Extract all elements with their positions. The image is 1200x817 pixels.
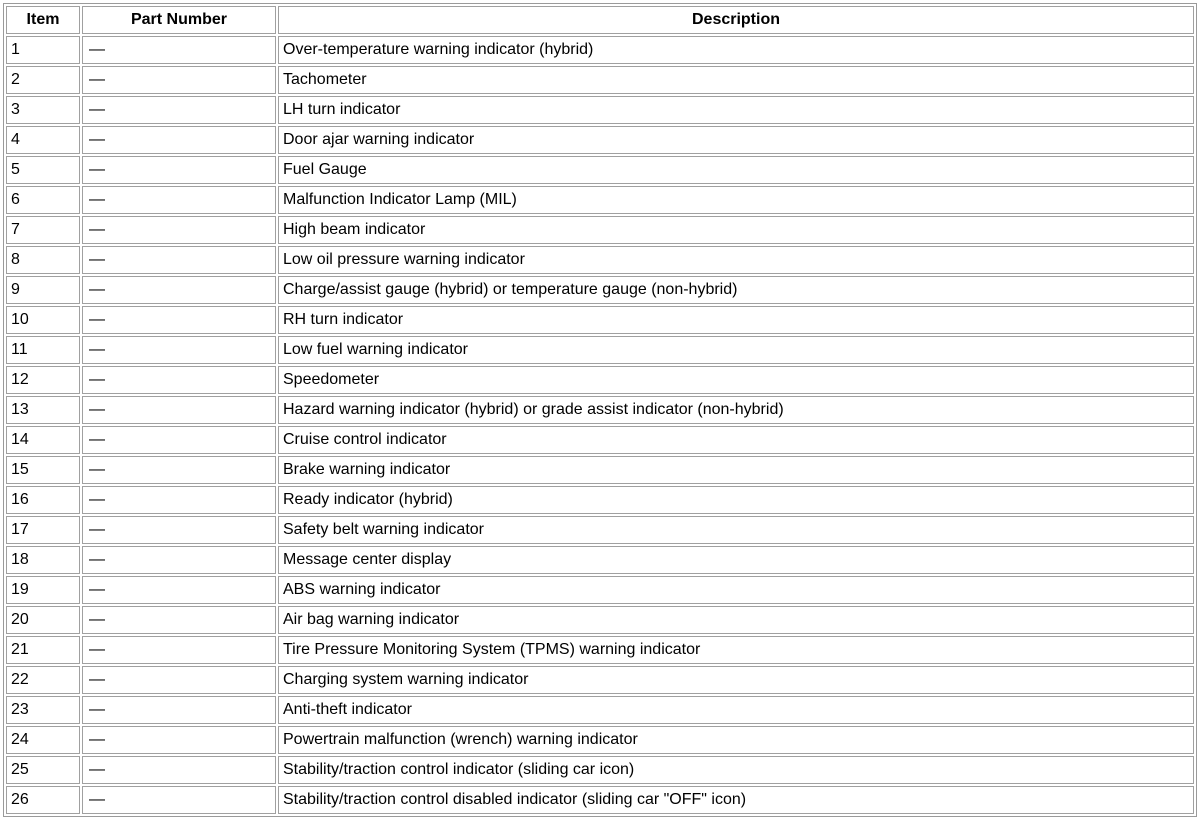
cell-item: 17 xyxy=(6,516,80,544)
cell-part-number: — xyxy=(82,216,276,244)
table-row xyxy=(6,66,1194,94)
cell-item: 19 xyxy=(6,576,80,604)
cell-description: Tachometer xyxy=(278,66,1194,94)
cell-item: 10 xyxy=(6,306,80,334)
cell-part-number: — xyxy=(82,426,276,454)
table-row xyxy=(6,216,1194,244)
cell-item: 16 xyxy=(6,486,80,514)
cell-part-number: — xyxy=(82,366,276,394)
parts-table xyxy=(3,3,1197,817)
cell-description: ABS warning indicator xyxy=(278,576,1194,604)
cell-description: Malfunction Indicator Lamp (MIL) xyxy=(278,186,1194,214)
cell-part-number: — xyxy=(82,36,276,64)
cell-item: 24 xyxy=(6,726,80,754)
table-row xyxy=(6,276,1194,304)
cell-part-number: — xyxy=(82,666,276,694)
cell-item: 2 xyxy=(6,66,80,94)
cell-description: Cruise control indicator xyxy=(278,426,1194,454)
cell-item: 9 xyxy=(6,276,80,304)
cell-description: Hazard warning indicator (hybrid) or grade assist indicator (non-hybrid) xyxy=(278,396,1194,424)
header-item: Item xyxy=(6,6,80,34)
table-header-row xyxy=(6,6,1194,34)
table-row xyxy=(6,186,1194,214)
cell-part-number: — xyxy=(82,186,276,214)
cell-part-number: — xyxy=(82,66,276,94)
cell-item: 7 xyxy=(6,216,80,244)
cell-description: Message center display xyxy=(278,546,1194,574)
cell-description: Door ajar warning indicator xyxy=(278,126,1194,154)
cell-part-number: — xyxy=(82,726,276,754)
cell-description: Safety belt warning indicator xyxy=(278,516,1194,544)
cell-item: 11 xyxy=(6,336,80,364)
cell-item: 3 xyxy=(6,96,80,124)
table-row xyxy=(6,396,1194,424)
cell-description: High beam indicator xyxy=(278,216,1194,244)
table-row xyxy=(6,486,1194,514)
cell-description: Brake warning indicator xyxy=(278,456,1194,484)
table-row xyxy=(6,426,1194,454)
cell-item: 25 xyxy=(6,756,80,784)
cell-part-number: — xyxy=(82,696,276,724)
table-row xyxy=(6,366,1194,394)
cell-item: 15 xyxy=(6,456,80,484)
cell-description: Low oil pressure warning indicator xyxy=(278,246,1194,274)
cell-part-number: — xyxy=(82,96,276,124)
cell-part-number: — xyxy=(82,306,276,334)
table-row xyxy=(6,546,1194,574)
cell-item: 8 xyxy=(6,246,80,274)
cell-part-number: — xyxy=(82,756,276,784)
table-row xyxy=(6,516,1194,544)
cell-description: Fuel Gauge xyxy=(278,156,1194,184)
cell-item: 26 xyxy=(6,786,80,814)
cell-part-number: — xyxy=(82,276,276,304)
cell-part-number: — xyxy=(82,396,276,424)
table-row xyxy=(6,666,1194,694)
cell-description: Stability/traction control indicator (sliding car icon) xyxy=(278,756,1194,784)
cell-part-number: — xyxy=(82,786,276,814)
cell-item: 23 xyxy=(6,696,80,724)
cell-part-number: — xyxy=(82,516,276,544)
cell-part-number: — xyxy=(82,246,276,274)
header-description: Description xyxy=(278,6,1194,34)
table-row xyxy=(6,756,1194,784)
cell-description: Low fuel warning indicator xyxy=(278,336,1194,364)
cell-description: RH turn indicator xyxy=(278,306,1194,334)
cell-part-number: — xyxy=(82,486,276,514)
table-row xyxy=(6,306,1194,334)
cell-part-number: — xyxy=(82,636,276,664)
cell-item: 22 xyxy=(6,666,80,694)
cell-item: 5 xyxy=(6,156,80,184)
cell-part-number: — xyxy=(82,606,276,634)
header-part-number: Part Number xyxy=(82,6,276,34)
table-row xyxy=(6,576,1194,604)
cell-item: 6 xyxy=(6,186,80,214)
table-row xyxy=(6,786,1194,814)
table-row xyxy=(6,156,1194,184)
cell-description: Air bag warning indicator xyxy=(278,606,1194,634)
table-row xyxy=(6,606,1194,634)
table-row xyxy=(6,336,1194,364)
cell-description: LH turn indicator xyxy=(278,96,1194,124)
table-row xyxy=(6,96,1194,124)
cell-part-number: — xyxy=(82,546,276,574)
cell-description: Over-temperature warning indicator (hybrid) xyxy=(278,36,1194,64)
table-row xyxy=(6,696,1194,724)
cell-item: 20 xyxy=(6,606,80,634)
table-row xyxy=(6,36,1194,64)
table-row xyxy=(6,126,1194,154)
cell-item: 14 xyxy=(6,426,80,454)
cell-item: 12 xyxy=(6,366,80,394)
table-row xyxy=(6,636,1194,664)
cell-part-number: — xyxy=(82,456,276,484)
cell-description: Anti-theft indicator xyxy=(278,696,1194,724)
cell-description: Stability/traction control disabled indicator (sliding car "OFF" icon) xyxy=(278,786,1194,814)
cell-description: Speedometer xyxy=(278,366,1194,394)
cell-description: Charge/assist gauge (hybrid) or temperature gauge (non-hybrid) xyxy=(278,276,1194,304)
cell-item: 18 xyxy=(6,546,80,574)
cell-part-number: — xyxy=(82,336,276,364)
cell-part-number: — xyxy=(82,156,276,184)
cell-description: Tire Pressure Monitoring System (TPMS) warning indicator xyxy=(278,636,1194,664)
cell-item: 13 xyxy=(6,396,80,424)
parts-table-container xyxy=(3,3,1197,817)
cell-item: 21 xyxy=(6,636,80,664)
cell-item: 1 xyxy=(6,36,80,64)
cell-part-number: — xyxy=(82,576,276,604)
table-row xyxy=(6,456,1194,484)
cell-description: Powertrain malfunction (wrench) warning indicator xyxy=(278,726,1194,754)
cell-item: 4 xyxy=(6,126,80,154)
cell-description: Charging system warning indicator xyxy=(278,666,1194,694)
cell-description: Ready indicator (hybrid) xyxy=(278,486,1194,514)
table-row xyxy=(6,246,1194,274)
cell-part-number: — xyxy=(82,126,276,154)
table-row xyxy=(6,726,1194,754)
